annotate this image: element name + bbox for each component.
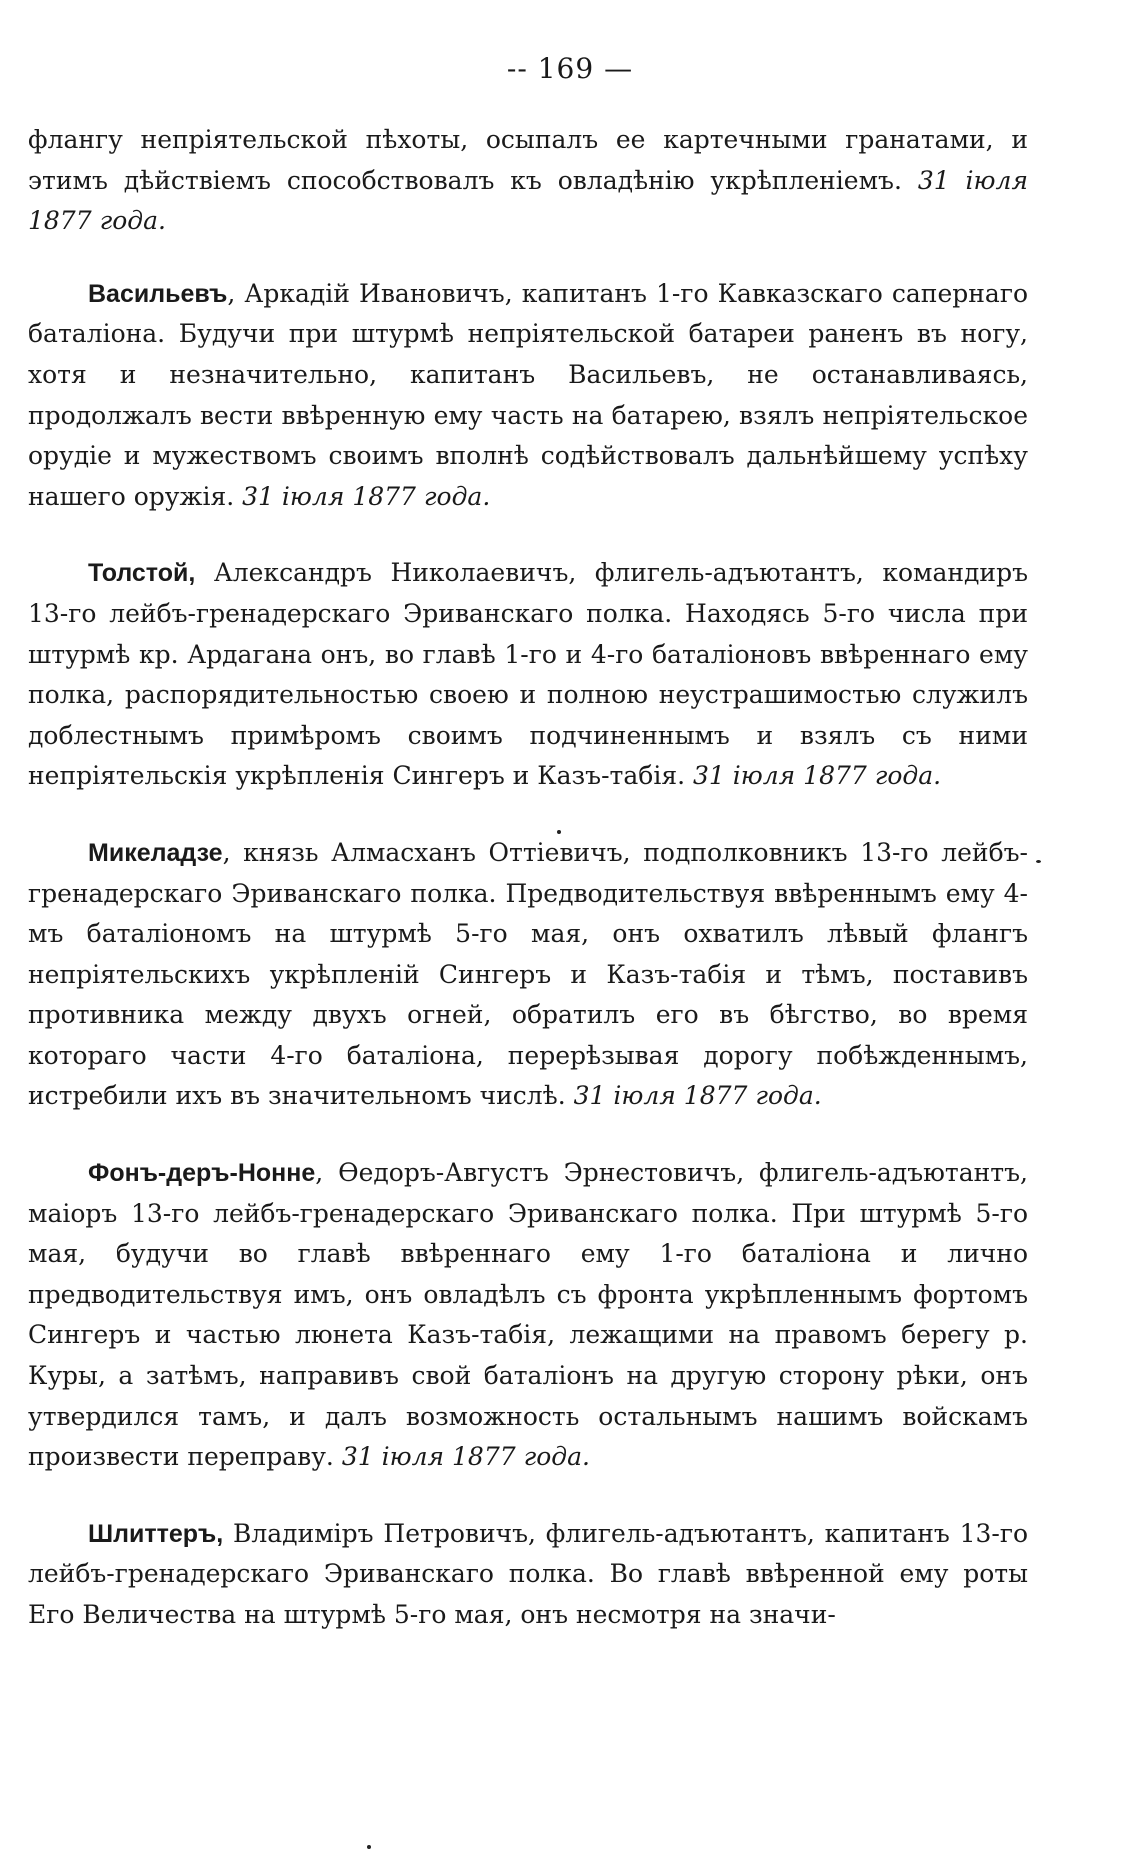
entry-body: , князь Алмасханъ Оттіевичъ, подполковникъ 13-го лейбъ-гренадерскаго Эриванскаго полка. Предводительствуя ввѣреннымъ ему 4-мъ баталіономъ на штурмѣ 5-го мая, онъ охватилъ лѣвый флангъ непріятельскихъ укрѣпленій Сингеръ и Казъ-табія и тѣмъ, поставивъ противника между двухъ огней, обратилъ его въ бѣгство, во время котораго части 4-го баталіона, перерѣзывая дорогу побѣжденнымъ, истребили ихъ въ значительномъ числѣ. [28,837,1028,1111]
entry-mikeladze [28,833,1028,1117]
entry-continuation [28,120,1028,242]
entry-date: 31 іюля 1877 года. [28,165,1028,236]
entry-schlitter [28,1514,1028,1636]
entry-date: 31 іюля 1877 года. [242,481,491,511]
entry-vasiliev [28,274,1028,518]
print-speck [367,1845,371,1849]
entry-name: Васильевъ [88,279,228,308]
entry-von-der-nonne [28,1153,1028,1478]
entry-name: Фонъ-деръ-Нонне [88,1159,316,1188]
entry-name: Шлиттеръ, [88,1519,224,1548]
entry-body: Владиміръ Петровичъ, флигель-адъютантъ, капитанъ 13-го лейбъ-гренадерскаго Эриванскаго полка. Во главѣ ввѣренной ему роты Его Величества на штурмѣ 5-го мая, онъ несмотря на значи- [28,1518,1028,1629]
entry-name: Микеладзе [88,838,223,867]
entry-body: Александръ Николаевичъ, флигель-адъютантъ, командиръ 13-го лейбъ-гренадерскаго Эриванскаго полка. Находясь 5-го числа при штурмѣ кр. Ардагана онъ, во главѣ 1-го и 4-го баталіоновъ ввѣреннаго ему полка, распорядительностью своею и полною неустрашимостью служилъ доблестнымъ примѣромъ своимъ подчиненнымъ и взялъ съ ними непріятельскія укрѣпленія Сингеръ и Казъ-табія. [28,558,1028,791]
entry-date: 31 іюля 1877 года. [341,1442,590,1472]
entry-body: , Аркадій Ивановичъ, капитанъ 1-го Кавказскаго сапернаго баталіона. Будучи при штурмѣ непріятельской батареи раненъ въ ногу, хотя и незначительно, капитанъ Васильевъ, не останавливаясь, продолжалъ вести ввѣренную ему часть на батарею, взялъ непріятельское орудіе и мужествомъ своимъ вполнѣ содѣйствовалъ дальнѣйшему успѣху нашего оружія. [28,278,1028,511]
entry-body: , Ѳедоръ-Августъ Эрнестовичъ, флигель-адъютантъ, маіоръ 13-го лейбъ-гренадерскаго Эриванскаго полка. При штурмѣ 5-го мая, будучи во главѣ ввѣреннаго ему 1-го баталіона и лично предводительствуя имъ, онъ овладѣлъ съ фронта укрѣпленнымъ фортомъ Сингеръ и частью люнета Казъ-табія, лежащими на правомъ берегу р. Куры, а затѣмъ, направивъ свой баталіонъ на другую сторону рѣки, онъ утвердился тамъ, и далъ возможность остальнымъ нашимъ войскамъ произвести переправу. [28,1158,1028,1472]
entry-tolstoy [28,553,1028,797]
entry-date: 31 іюля 1877 года. [573,1081,822,1111]
entry-name: Толстой, [88,559,196,588]
print-speck [557,830,561,834]
page-number: -- 169 — [506,52,634,85]
print-speck [1036,860,1041,863]
page-text [28,120,1028,1672]
entry-date: 31 іюля 1877 года. [692,761,942,791]
entry-body: флангу непріятельской пѣхоты, осыпалъ ее картечными гранатами, и этимъ дѣйствіемъ способствовалъ къ овладѣнію укрѣпленіемъ. [28,125,1028,195]
